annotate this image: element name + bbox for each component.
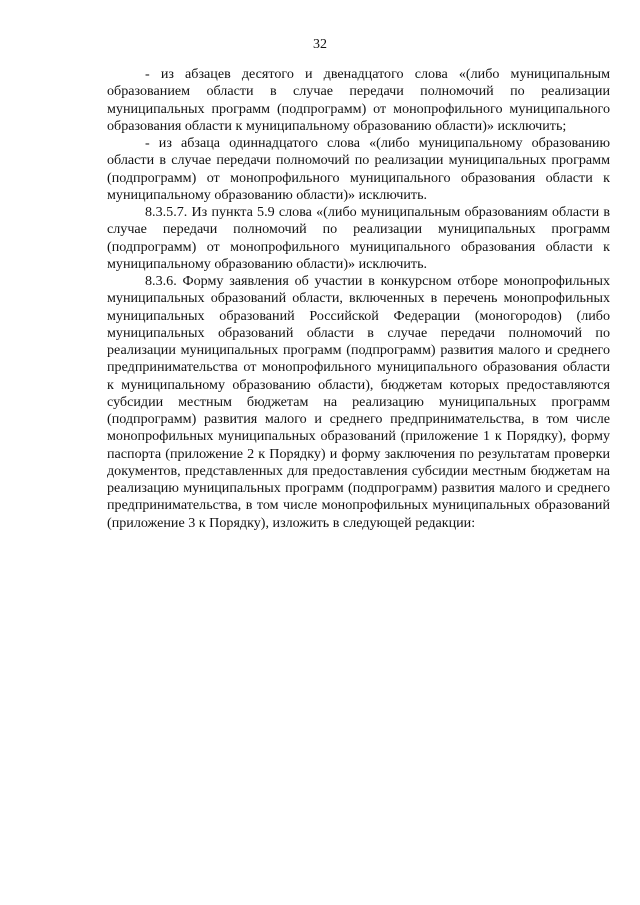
page-number: 32	[313, 37, 327, 52]
paragraph-4: 8.3.6. Форму заявления об участии в конкурсном отборе монопрофильных муниципальных образований области, включенных в перечень монопрофильных муниципальных образований Российской Федерации (моногородов) (либо муниципальных образований области в случае передачи полномочий по реализации муниципальных программ (подпрограмм) развития малого и среднего предпринимательства от монопрофильного муниципального образования области к муниципальному образованию области), бюджетам которых предоставляются субсидии местным бюджетам на реализацию муниципальных программ (подпрограмм) развития малого и среднего предпринимательства, в том числе монопрофильных муниципальных образований (приложение 1 к Порядку), форму паспорта (приложение 2 к Порядку) и форму заключения по результатам проверки документов, представленных для предоставления субсидии местным бюджетам на реализацию муниципальных программ (подпрограмм) развития малого и среднего предпринимательства, в том числе монопрофильных муниципальных образований (приложение 3 к Порядку), изложить в следующей редакции:	[107, 273, 610, 531]
paragraph-1: - из абзацев десятого и двенадцатого слова «(либо муниципальным образованием области в случае передачи полномочий по реализации муниципальных программ (подпрограмм) от монопрофильного муниципального образования области к муниципальному образованию области)» исключить;	[107, 66, 610, 134]
document-body	[107, 66, 610, 532]
paragraph-3: 8.3.5.7. Из пункта 5.9 слова «(либо муниципальным образованиям области в случае передачи полномочий по реализации муниципальных программ (подпрограмм) от монопрофильного муниципального образования области к муниципальному образованию области)» исключить.	[107, 204, 610, 272]
paragraph-2: - из абзаца одиннадцатого слова «(либо муниципальному образованию области в случае передачи полномочий по реализации муниципальных программ (подпрограмм) от монопрофильного муниципального образования области к муниципальному образованию области)» исключить.	[107, 135, 610, 203]
